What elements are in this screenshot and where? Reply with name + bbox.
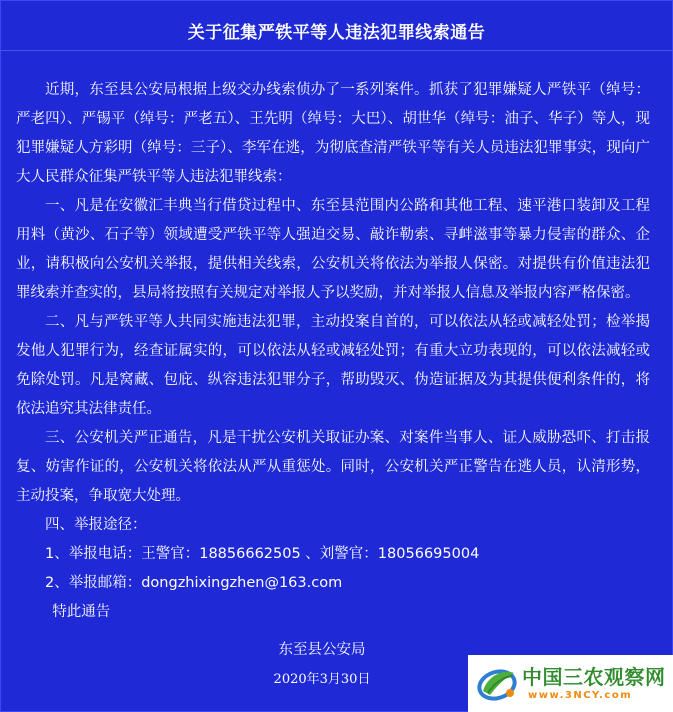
closing-text: 特此通告: [52, 604, 111, 620]
intro-paragraph: 近期，东至县公安局根据上级交办线索侦办了一系列案件。抓获了犯罪嫌疑人严铁平（绰号：严老四）、严锡平（绰号：严老五）、王先明（绰号：大巴）、胡世华（绰号：油子、华子）等人，现犯罪嫌疑人方彩明（绰号：三子）、李军在逃，为彻底查清严铁平等有关人员违法犯罪事实，现向广大人民群众征集严铁平等人违法犯罪线索：: [16, 82, 650, 185]
watermark-site-name: 中国三农观察网: [522, 665, 666, 689]
report-phone-line: 1、举报电话：王警官：18856662505 、刘警官：18056695004: [45, 546, 480, 562]
clause-1-paragraph: 一、凡是在安徽汇丰典当行借贷过程中、东至县范围内公路和其他工程、速平港口装卸及工程用料（黄沙、石子等）领域遭受严铁平等人强迫交易、敲诈勒索、寻衅滋事等暴力侵害的群众、企业，请积极向公安机关举报，提供相关线索，公安机关将依法为举报人保密。对提供有价值违法犯罪线索并查实的，县局将按照有关规定对举报人予以奖励，并对举报人信息及举报内容严格保密。: [16, 198, 650, 301]
title-divider: [0, 50, 673, 51]
notice-title: 关于征集严铁平等人违法犯罪线索通告: [187, 23, 486, 43]
notice-date: 2020年3月30日: [273, 672, 371, 687]
clause-2-paragraph: 二、凡与严铁平等人共同实施违法犯罪，主动投案自首的，可以依法从轻或减轻处罚；检举揭发他人犯罪行为，经查证属实的，可以依法从轻或减轻处罚；有重大立功表现的，可以依法减轻或免除处罚。凡是窝藏、包庇、纵容违法犯罪分子，帮助毁灭、伪造证据及为其提供便利条件的，将依法追究其法律责任。: [16, 314, 650, 417]
clause-3-paragraph: 三、公安机关严正通告，凡是干扰公安机关取证办案、对案件当事人、证人威胁恐吓、打击报复、妨害作证的，公安机关将依法从严从重惩处。同时，公安机关严正警告在逃人员，认清形势，主动投案，争取宽大处理。: [16, 430, 650, 504]
notice-body: [16, 76, 650, 627]
clause-4-heading: 四、举报途径：: [45, 517, 147, 533]
watermark-site-url: www.3NCY.com: [528, 690, 633, 701]
issuer-signature: 东至县公安局: [278, 642, 366, 658]
site-watermark: [468, 655, 673, 712]
leaf-swirl-logo-icon: [474, 661, 520, 707]
report-email-line: 2、举报邮箱：dongzhixingzhen@163.com: [45, 575, 343, 591]
